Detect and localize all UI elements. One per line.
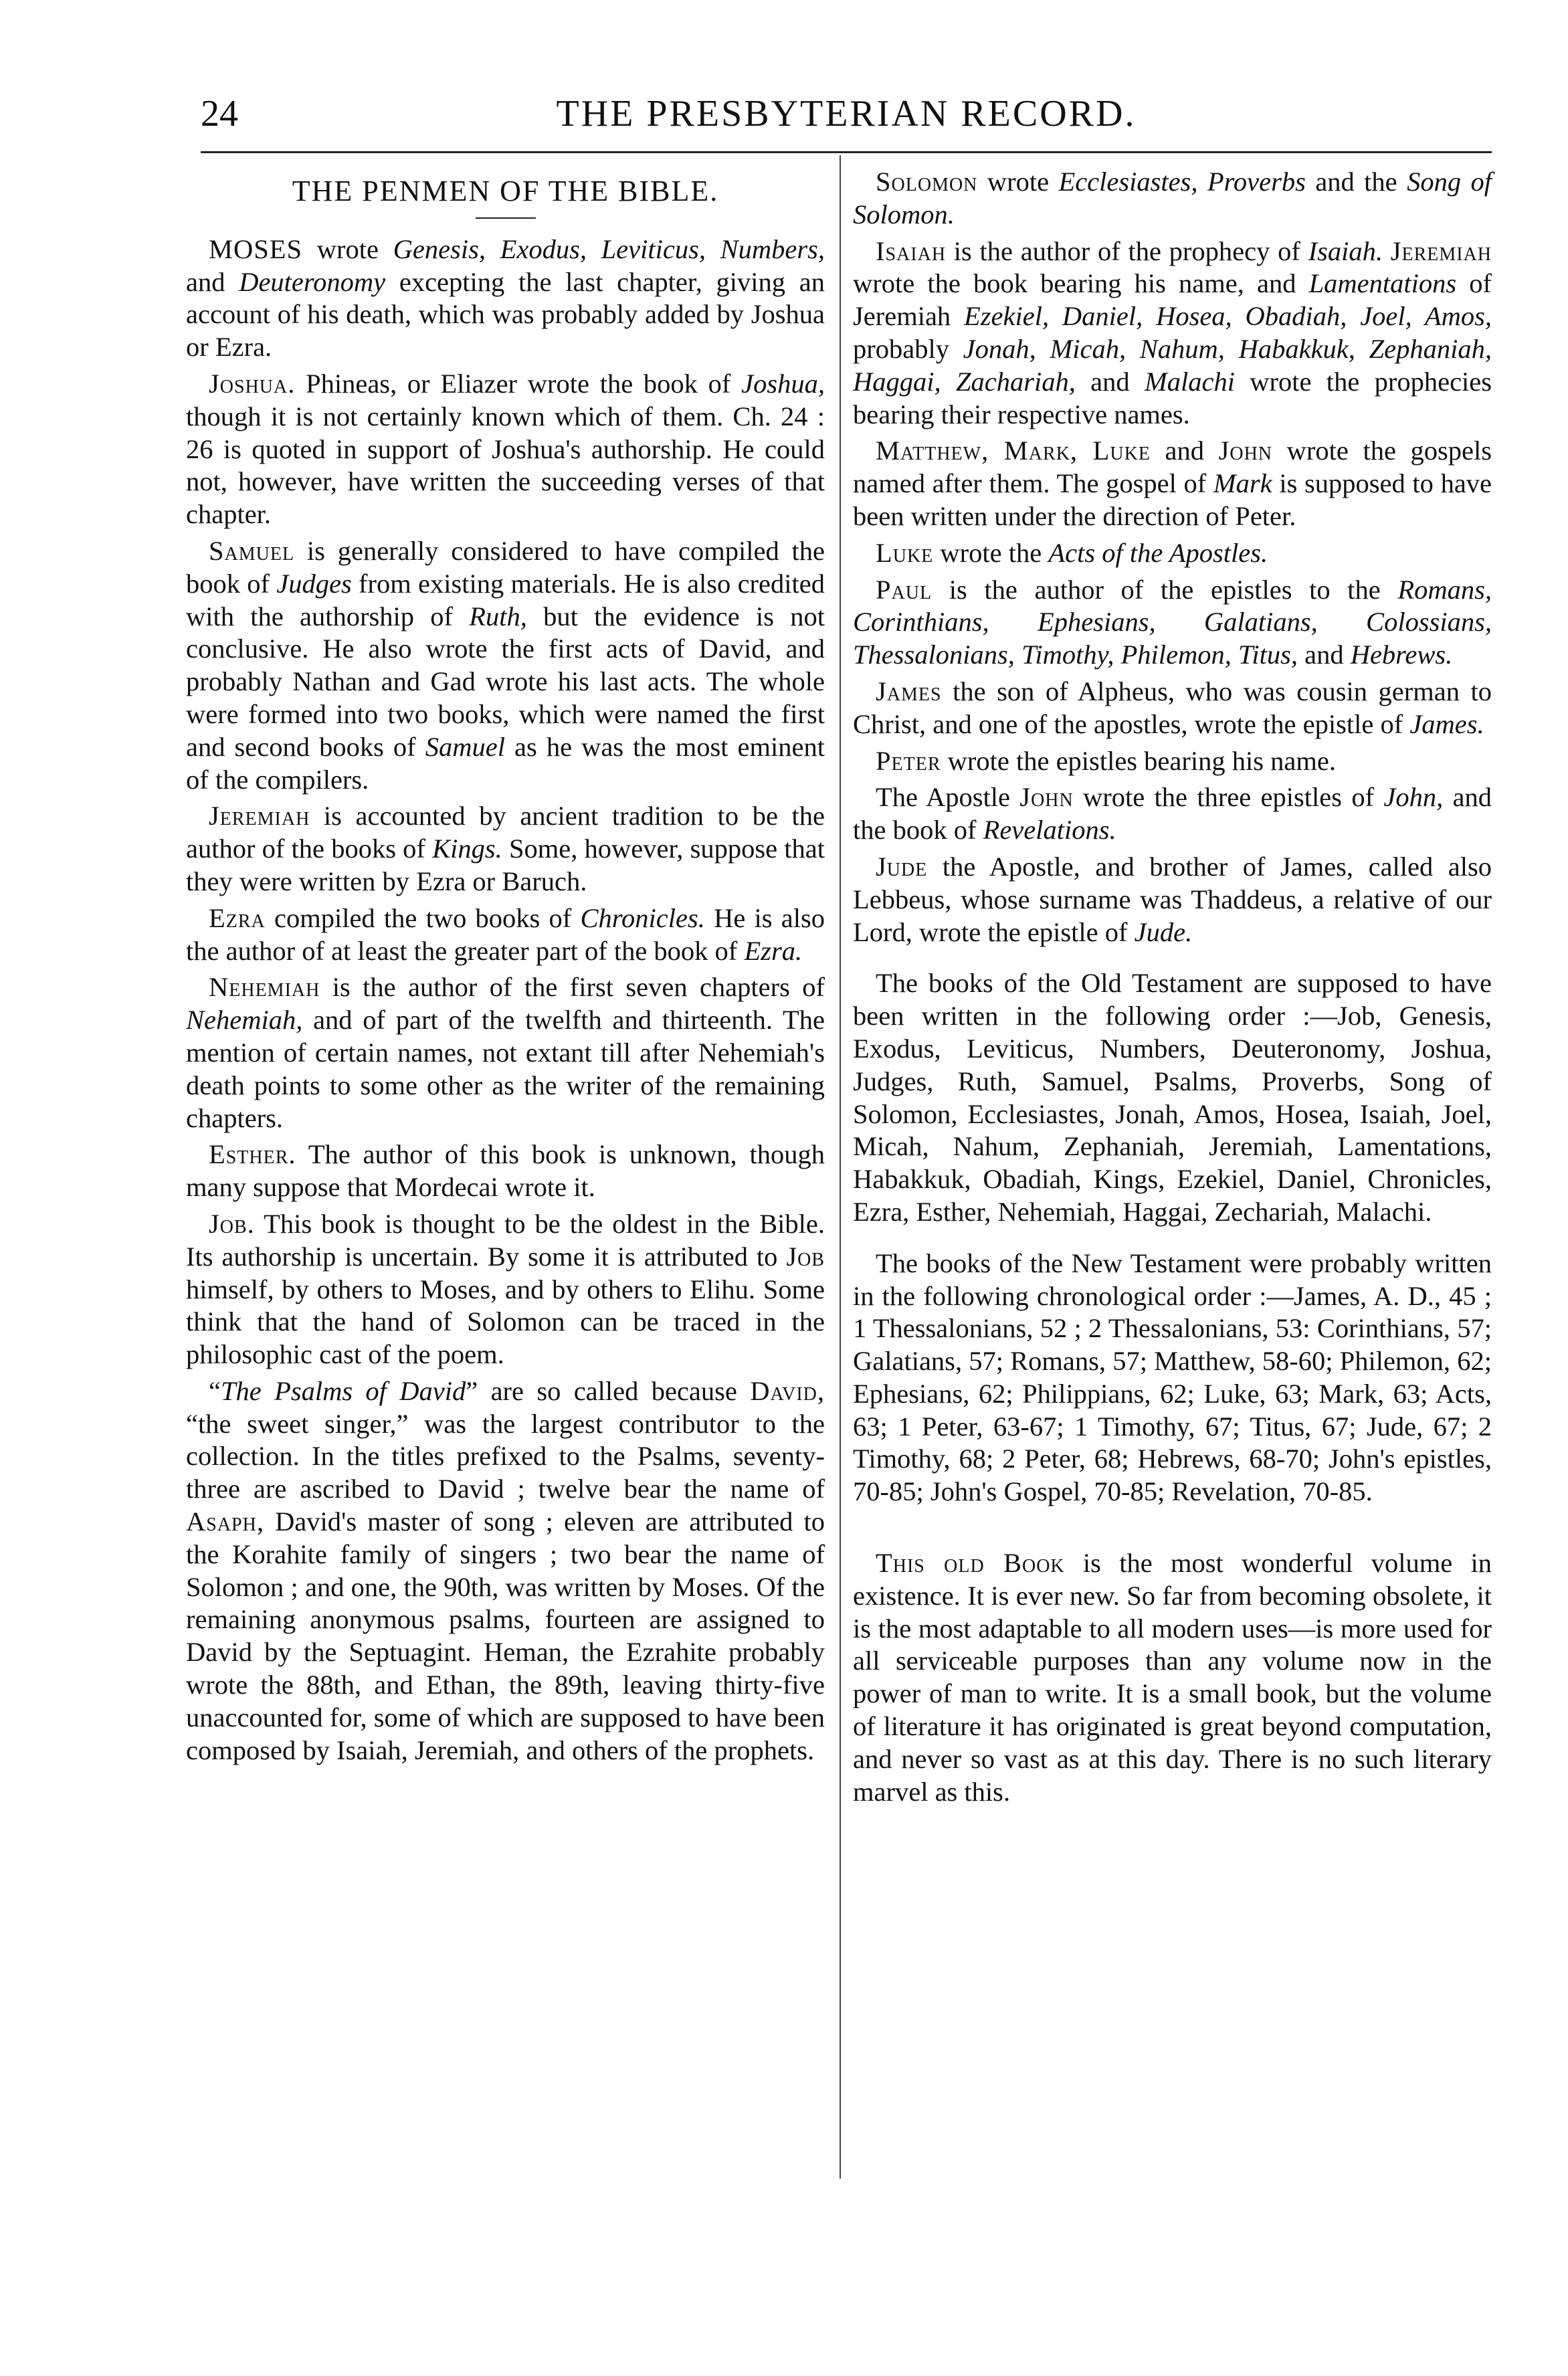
name-nehemiah: Nehemiah	[209, 972, 320, 1003]
book-title: Genesis, Exodus, Leviticus, Numbers,	[393, 233, 825, 264]
name-luke: Luke	[876, 537, 934, 568]
paragraph-peter: Peter wrote the epistles bearing his name.	[876, 745, 1336, 776]
name-john-apostle: John	[1019, 782, 1074, 813]
name-evangelists: Matthew, Mark, Luke	[876, 435, 1151, 466]
paragraph-this-old-book: This old Book is the most wonderful volume in existence. It is ever new. So far from becoming obsolete, it is the most adaptable to all modern uses—is more used for all serviceable purposes than any volume now in the power of man to write. It is a small book, but the volume of literature it has originated is great beyond computation, and never so vast as at this day. There is no such literary marvel as this.	[853, 1548, 1492, 1807]
paragraph-james: James the son of Alpheus, who was cousin german to Christ, and one of the apostles, wrote the epistle of James.	[853, 676, 1492, 739]
header-rule	[201, 151, 1492, 153]
name-john: John	[1218, 435, 1273, 466]
book-title: Romans, Corinthians, Ephesians, Galatians, Colossians, Thessalonians, Timothy, Philemon, Titus,	[853, 574, 1492, 670]
paragraph-jeremiah: Jeremiah is accounted by ancient tradition to be the author of the books of Kings. Some, however, suppose that they were written by Ezra or Baruch.	[186, 801, 825, 896]
name-isaiah: Isaiah	[876, 235, 947, 266]
name-peter: Peter	[876, 745, 941, 776]
title-dash	[476, 217, 536, 219]
paragraph-john: The Apostle John wrote the three epistles of John, and the book of Revelations.	[853, 782, 1492, 846]
name-david: David,	[750, 1375, 825, 1406]
book-title: Revelations.	[983, 815, 1116, 846]
name-joshua: Joshua.	[209, 368, 296, 399]
book-title: Lamentations	[1308, 268, 1457, 299]
right-column	[853, 166, 1492, 1812]
book-title: Joshua,	[741, 368, 825, 399]
paragraph-job: Job. This book is thought to be the oldest in the Bible. Its authorship is uncertain. By some it is attributed to Job himself, by others to Moses, and by others to Elihu. Some think that the hand of Solomon can be traced in the philosophic cast of the poem.	[186, 1208, 825, 1370]
left-column	[186, 166, 825, 1771]
book-title: Jonah, Micah, Nahum, Habakkuk, Zephaniah, Haggai, Zachariah,	[853, 333, 1492, 397]
book-title: The Psalms of David	[220, 1375, 466, 1406]
book-title: Acts of the Apostles.	[1048, 537, 1268, 568]
article-title: THE PENMEN OF THE BIBLE.	[292, 175, 719, 207]
name-jude: Jude	[876, 851, 928, 882]
book-title: Ezra.	[744, 935, 803, 966]
column-divider	[840, 155, 841, 2179]
book-title: Kings.	[432, 833, 502, 864]
name-paul: Paul	[876, 574, 933, 605]
name-solomon: Solomon	[876, 167, 978, 197]
book-title: Isaiah.	[1308, 235, 1383, 266]
book-title: James.	[1409, 708, 1484, 739]
spacer	[853, 953, 1492, 967]
book-title: Mark	[1213, 468, 1272, 499]
book-title: Nehemiah,	[186, 1005, 303, 1035]
lead-this-old-book: This old Book	[876, 1548, 1065, 1579]
name-james: James	[876, 676, 942, 706]
paragraph-paul: Paul is the author of the epistles to the Romans, Corinthians, Ephesians, Galatians, Colossians, Thessalonians, Timothy, Philemon, Titus, and Hebrews.	[853, 574, 1492, 670]
name-job: Job.	[209, 1208, 255, 1239]
book-title: Song of Solomon.	[853, 167, 1492, 229]
paragraph-esther: Esther. The author of this book is unknown, though many suppose that Mordecai wrote it.	[186, 1139, 825, 1203]
book-title: Ruth,	[469, 601, 527, 631]
paragraph-luke: Luke wrote the Acts of the Apostles.	[876, 537, 1268, 568]
book-title: Jude.	[1134, 916, 1193, 947]
name-job-inline: Job	[786, 1241, 825, 1272]
page-header	[201, 87, 1492, 140]
paragraph-jude: Jude the Apostle, and brother of James, called also Lebbeus, whose surname was Thaddeus, a relative of our Lord, wrote the epistle of Jude.	[853, 851, 1492, 947]
page-number: 24	[201, 93, 238, 134]
paragraph-moses: MOSES wrote Genesis, Exodus, Leviticus, Numbers, and Deuteronomy excepting the last chapter, giving an account of his death, which was probably added by Joshua or Ezra.	[186, 233, 825, 363]
paragraph-nehemiah: Nehemiah is the author of the first seven chapters of Nehemiah, and of part of the twelfth and thirteenth. The mention of certain names, not extant till after Nehemiah's death points to some other as the writer of the remaining chapters.	[186, 972, 825, 1133]
name-asaph: Asaph,	[186, 1506, 264, 1537]
paragraph-samuel: Samuel is generally considered to have compiled the book of Judges from existing materials. He is also credited with the authorship of Ruth, but the evidence is not conclusive. He also wrote the first acts of David, and probably Nathan and Gad wrote his last acts. The whole were formed into two books, which were named the first and second books of Samuel as he was the most eminent of the compilers.	[186, 535, 825, 795]
book-title: Ezekiel, Daniel, Hosea, Obadiah, Joel, Amos,	[964, 301, 1492, 332]
paragraph-isaiah: Isaiah is the author of the prophecy of Isaiah. Jeremiah wrote the book bearing his name, and Lamentations of Jeremiah Ezekiel, Daniel, Hosea, Obadiah, Joel, Amos, probably Jonah, Micah, Nahum, Habakkuk, Zephaniah, Haggai, Zachariah, and Malachi wrote the prophecies bearing their respective names.	[853, 235, 1492, 429]
paragraph-ezra: Ezra compiled the two books of Chronicles. He is also the author of at least the greater part of the book of Ezra.	[186, 902, 825, 966]
spacer	[853, 1512, 1492, 1547]
book-title: Hebrews.	[1350, 639, 1453, 670]
paragraph-old-testament-order: The books of the Old Testament are supposed to have been written in the following order :—Job, Genesis, Exodus, Leviticus, Numbers, Deuteronomy, Joshua, Judges, Ruth, Samuel, Psalms, Proverbs, Song of Solomon, Ecclesiastes, Jonah, Amos, Hosea, Isaiah, Joel, Micah, Nahum, Zephaniah, Jeremiah, Lamentations, Habakkuk, Obadiah, Kings, Ezekiel, Daniel, Chronicles, Ezra, Esther, Nehemiah, Haggai, Zechariah, Malachi.	[853, 968, 1492, 1227]
paragraph-new-testament-order: The books of the New Testament were probably written in the following chronological order :—James, A. D., 45 ; 1 Thessalonians, 52 ; 2 Thessalonians, 53: Corinthians, 57; Galatians, 57; Romans, 57; Matthew, 58-60; Philemon, 62; Ephesians, 62; Philippians, 62; Luke, 63; Mark, 63; Acts, 63; 1 Peter, 63-67; 1 Timothy, 67; Titus, 67; Jude, 67; 2 Timothy, 68; 2 Peter, 68; Hebrews, 68-70; John's epistles, 70-85; John's Gospel, 70-85; Revelation, 70-85.	[853, 1248, 1492, 1507]
book-title: Judges	[276, 568, 352, 599]
running-title: THE PRESBYTERIAN RECORD.	[556, 93, 1137, 134]
name-jeremiah: Jeremiah	[209, 801, 310, 831]
book-title: Ecclesiastes, Proverbs	[1058, 167, 1306, 197]
paragraph-psalms: “The Psalms of David” are so called because David, “the sweet singer,” was the largest contributor to the collection. In the titles prefixed to the Psalms, seventy-three are ascribed to David ; twelve bear the name of Asaph, David's master of song ; eleven are attributed to the Korahite family of singers ; two bear the name of Solomon ; and one, the 90th, was written by Moses. Of the remaining anonymous psalms, fourteen are assigned to David by the Septuagint. Heman, the Ezrahite probably wrote the 88th, and Ethan, the 89th, leaving thirty-five unaccounted for, some of which are supposed to have been composed by Isaiah, Jeremiah, and others of the prophets.	[186, 1375, 825, 1765]
book-title: Deuteronomy	[239, 266, 386, 297]
name-esther: Esther.	[209, 1139, 296, 1170]
book-title: Chronicles.	[580, 902, 705, 933]
book-title: Samuel	[425, 731, 505, 762]
name-ezra: Ezra	[209, 902, 266, 933]
paragraph-solomon: Solomon wrote Ecclesiastes, Proverbs and the Song of Solomon.	[853, 167, 1492, 229]
name-moses: MOSES	[209, 233, 303, 264]
spacer	[853, 1233, 1492, 1248]
name-samuel: Samuel	[209, 535, 295, 566]
book-title: John,	[1383, 782, 1444, 813]
book-title: Malachi	[1144, 366, 1235, 397]
paragraph-gospels: Matthew, Mark, Luke and John wrote the gospels named after them. The gospel of Mark is supposed to have been written under the direction of Peter.	[853, 435, 1492, 531]
name-jeremiah-inline: Jeremiah	[1390, 235, 1492, 266]
paragraph-joshua: Joshua. Phineas, or Eliazer wrote the book of Joshua, though it is not certainly known which of them. Ch. 24 : 26 is quoted in support of Joshua's authorship. He could not, however, have written the succeeding verses of that chapter.	[186, 368, 825, 530]
